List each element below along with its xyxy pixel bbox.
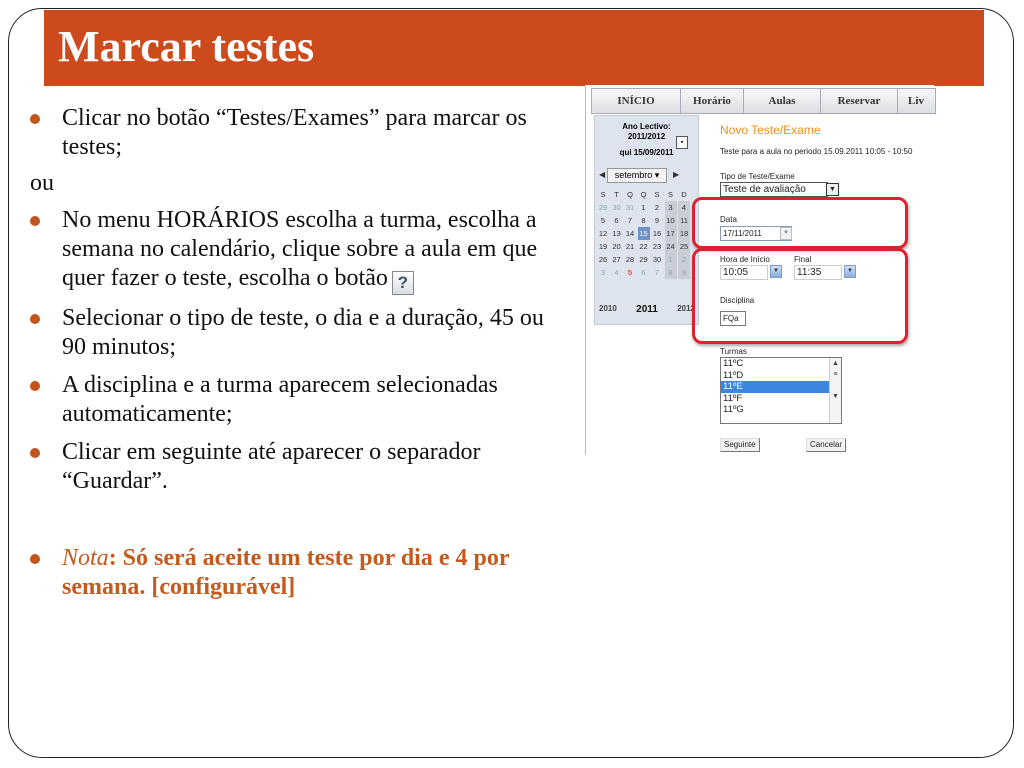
calendar-day[interactable]: 9 [678, 266, 690, 279]
type-label: Tipo de Teste/Exame [720, 172, 795, 181]
date-value: 17/11/2011 [723, 229, 762, 238]
date-picker-icon[interactable]: ▼ [780, 227, 792, 240]
calendar-day[interactable]: 1 [641, 203, 646, 212]
bullet-dot-icon [30, 381, 40, 391]
week-row [597, 253, 697, 266]
year-selector [599, 304, 695, 315]
weekday-label: S [667, 190, 673, 199]
calendar-day[interactable]: 13 [612, 229, 621, 238]
week-row [597, 214, 697, 227]
scroll-up-icon[interactable]: ▲ [832, 360, 839, 367]
class-option[interactable]: 11ºG [723, 404, 744, 415]
tab-inicio[interactable]: INÍCIO [592, 89, 681, 113]
weekday-label: D [681, 190, 687, 199]
start-time-dropdown-icon[interactable]: ▼ [770, 265, 782, 278]
chevron-down-icon[interactable]: ▼ [826, 183, 839, 196]
calendar-day[interactable]: 12 [598, 229, 608, 238]
tab-horario[interactable]: Horário [681, 89, 744, 113]
bullet-text: Selecionar o tipo de teste, o dia e a duração, 45 ou 90 minutos; [62, 305, 544, 360]
calendar-day[interactable]: 18 [679, 229, 689, 238]
highlight-box-date [692, 197, 908, 249]
calendar-day[interactable]: 31 [625, 203, 635, 212]
current-date: qui 15/09/2011 [619, 148, 674, 157]
bullet-text: Clicar no botão “Testes/Exames” para marcar os testes; [62, 105, 527, 160]
calendar-day[interactable]: 11 [678, 214, 690, 227]
end-time-dropdown-icon[interactable]: ▼ [844, 265, 856, 278]
calendar-day[interactable]: 19 [598, 242, 608, 251]
calendar-day[interactable]: 7 [627, 216, 633, 225]
bullet-item [30, 371, 570, 429]
bullet-list [30, 104, 570, 611]
week-row [597, 201, 697, 214]
calendar-day[interactable]: 29 [639, 255, 648, 264]
calendar-day[interactable]: 23 [652, 242, 662, 251]
calendar-day[interactable]: 4 [614, 268, 619, 277]
calendar-day[interactable]: 20 [612, 242, 621, 251]
weekday-label: S [654, 190, 660, 199]
calendar-day[interactable]: 30 [652, 255, 662, 264]
calendar-day[interactable]: 16 [652, 229, 662, 238]
end-value: 11:35 [797, 267, 822, 278]
class-option-selected[interactable]: 11ºE [721, 381, 841, 393]
class-option[interactable]: 11ºF [723, 392, 743, 404]
weekday-label: T [614, 190, 619, 199]
year-next[interactable]: 2012 [677, 304, 695, 313]
calendar-day[interactable]: 26 [598, 255, 608, 264]
calendar-day[interactable]: 17 [666, 229, 675, 238]
subject-label: Disciplina [720, 296, 755, 305]
bullet-dot-icon [30, 114, 40, 124]
calendar-day[interactable]: 1 [665, 253, 677, 266]
highlight-box-time-subject [692, 248, 908, 344]
calendar-day[interactable]: 10 [666, 216, 675, 225]
bullet-dot-icon [30, 314, 40, 324]
bullet-dot-icon [30, 216, 40, 226]
calendar-day[interactable]: 5 [627, 268, 633, 277]
form-title: Novo Teste/Exame [720, 123, 821, 137]
year-value: 2011/2012 [627, 132, 666, 141]
note-text: : Só será aceite um teste por dia e 4 por semana. [configurável] [62, 545, 510, 600]
bullet-text: A disciplina e a turma aparecem selecionadas automaticamente; [62, 372, 498, 427]
calendar-day[interactable]: 27 [612, 255, 621, 264]
month-value: setembro [614, 170, 653, 180]
bullet-text: Clicar em seguinte até aparecer o separador “Guardar”. [62, 439, 481, 494]
subject-value: FQa [723, 314, 739, 323]
week-row [597, 227, 697, 240]
calendar-day[interactable]: 6 [641, 268, 646, 277]
bullet-item [30, 104, 570, 162]
bullet-text: No menu HORÁRIOS escolha a turma, escolha a semana no calendário, clique sobre a aula em que quer fazer o teste, escolha o botão [62, 207, 538, 291]
end-label: Final [794, 255, 812, 264]
bullet-item [30, 438, 570, 496]
scroll-thumb-icon[interactable]: ≡ [833, 371, 838, 378]
calendar-day[interactable]: 29 [598, 203, 608, 212]
calendar-day[interactable]: 2 [678, 253, 690, 266]
tab-reservar[interactable]: Reservar [821, 89, 898, 113]
tab-liv[interactable]: Liv [908, 95, 924, 107]
prev-month-icon[interactable]: ◀ [599, 170, 606, 179]
calendar-day[interactable]: 22 [639, 242, 648, 251]
month-select[interactable]: setembro ▾ [607, 168, 667, 183]
calendar-day[interactable]: 30 [612, 203, 621, 212]
week-row [597, 266, 697, 279]
year-prev[interactable]: 2010 [599, 304, 617, 313]
next-month-icon[interactable]: ▶ [673, 170, 680, 179]
year-label: Ano Lectivo: [622, 122, 671, 131]
calendar-day[interactable]: 24 [666, 242, 675, 251]
calendar-day[interactable]: 8 [665, 266, 677, 279]
calendar-day[interactable]: 2 [654, 203, 660, 212]
class-option[interactable]: 11ºD [723, 369, 744, 381]
start-value: 10:05 [723, 267, 749, 278]
classes-label: Turmas [720, 347, 747, 356]
help-question-icon: ? [392, 271, 414, 295]
week-row [597, 240, 697, 253]
type-value: Teste de avaliação [723, 184, 806, 195]
bullet-item [30, 206, 570, 295]
calendar-day[interactable]: 9 [654, 216, 660, 225]
calendar-day[interactable]: 15 [639, 229, 648, 238]
next-button[interactable]: Seguinte [720, 438, 760, 452]
class-option[interactable]: 11ºC [723, 358, 744, 369]
type-select[interactable] [720, 182, 828, 197]
calendar-day[interactable]: 28 [625, 255, 635, 264]
note-item [30, 544, 570, 602]
weekday-label: S [600, 190, 606, 199]
weekday-label: Q [627, 190, 633, 199]
scroll-down-icon[interactable]: ▼ [832, 393, 839, 400]
calendar-day[interactable]: 7 [654, 268, 660, 277]
classes-listbox[interactable] [720, 357, 842, 424]
nav-tabs [591, 88, 936, 114]
calendar-day[interactable]: 3 [600, 268, 606, 277]
bullet-dot-icon [30, 448, 40, 458]
calendar-day[interactable]: 14 [625, 229, 635, 238]
bullet-dot-icon [30, 554, 40, 564]
or-text: ou [30, 170, 54, 196]
note-label: Nota [62, 545, 109, 571]
slide-title: Marcar testes [58, 22, 315, 71]
calendar-day[interactable]: 3 [665, 201, 677, 214]
bullet-item [30, 304, 570, 362]
calendar-day[interactable]: 8 [641, 216, 646, 225]
weekday-label: Q [640, 190, 647, 199]
start-label: Hora de Início [720, 255, 770, 264]
date-label: Data [720, 215, 737, 224]
weekday-row [597, 188, 697, 201]
calendar-day[interactable]: 4 [678, 201, 690, 214]
listbox-scrollbar[interactable] [829, 358, 841, 423]
year-current[interactable]: 2011 [636, 304, 658, 315]
calendar-day[interactable]: 21 [625, 242, 635, 251]
form-description: Teste para a aula no periodo 15.09.2011 10:05 - 10:50 [720, 147, 913, 156]
calendar-day[interactable]: 6 [614, 216, 619, 225]
calendar-icon[interactable]: ▪ [676, 136, 688, 149]
app-screenshot [585, 85, 934, 455]
tab-aulas[interactable]: Aulas [744, 89, 821, 113]
calendar-day[interactable]: 5 [600, 216, 606, 225]
calendar-day[interactable]: 25 [679, 242, 689, 251]
calendar-panel [594, 115, 699, 325]
cancel-button[interactable]: Cancelar [806, 438, 846, 452]
calendar-grid [597, 188, 697, 279]
